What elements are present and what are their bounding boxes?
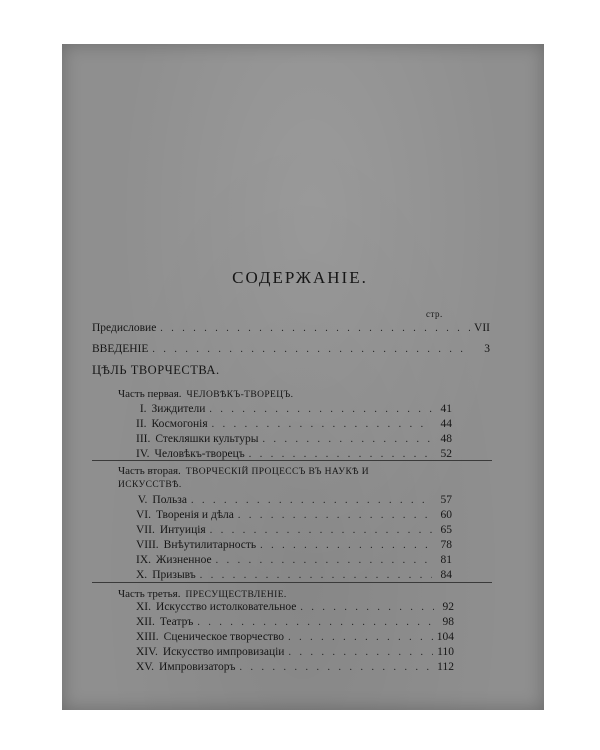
leader-dots	[210, 525, 432, 536]
part-heading	[118, 465, 369, 477]
leader-dots	[300, 602, 434, 613]
toc-entry	[136, 631, 454, 647]
toc-entry-title: Творенiя и дѣла	[156, 509, 234, 521]
part-label: Часть вторая.	[118, 465, 181, 477]
toc-entry-page: 104	[436, 631, 454, 643]
toc-entry	[136, 661, 454, 677]
toc-entry-page: 110	[437, 646, 454, 658]
toc-entry-page: 98	[442, 616, 454, 628]
toc-entry-page: VII	[474, 322, 490, 334]
leader-dots	[288, 632, 433, 643]
chapter-number: VIII.	[136, 539, 159, 551]
chapter-number: I.	[139, 403, 147, 415]
toc-entry-title: Призывъ	[152, 569, 196, 581]
part-heading	[118, 588, 287, 600]
toc-entry-title: Жизненное	[156, 554, 212, 566]
part-label: Часть третья.	[118, 588, 181, 600]
toc-entry	[136, 403, 452, 419]
toc-entry-page: 44	[440, 418, 452, 430]
toc-entry-title: Сценическое творчество	[163, 631, 285, 643]
toc-entry	[136, 616, 454, 632]
leader-dots	[260, 540, 432, 551]
leader-dots	[240, 662, 434, 673]
toc-entry	[136, 494, 452, 510]
chapter-number: V.	[137, 494, 148, 506]
section-title: ЦѢЛЬ ТВОРЧЕСТВА.	[92, 363, 220, 377]
toc-entry-title: Зиждители	[151, 403, 206, 415]
leader-dots	[152, 344, 470, 355]
part-name: ТВОРЧЕСКIЙ ПРОЦЕССЪ ВЪ НАУКѢ И	[185, 467, 369, 477]
toc-entry-page: 92	[442, 601, 454, 613]
toc-entry-page: 112	[437, 661, 454, 673]
chapter-number: II.	[136, 418, 147, 430]
chapter-number: VI.	[136, 509, 152, 521]
chapter-number: XII.	[136, 616, 155, 628]
leader-dots	[288, 647, 433, 658]
toc-entry-title: Космогонiя	[151, 418, 208, 430]
toc-entry	[136, 601, 454, 617]
chapter-number: III.	[136, 433, 151, 445]
leader-dots	[249, 449, 432, 460]
toc-entry	[136, 448, 452, 464]
leader-dots	[262, 434, 432, 445]
leader-dots	[216, 555, 432, 566]
leader-dots	[197, 617, 434, 628]
leader-dots	[238, 510, 432, 521]
chapter-number: IX.	[136, 554, 152, 566]
toc-entry-title: Искусство истолковательное	[156, 601, 297, 613]
page-column-label: стр.	[426, 309, 443, 319]
contents-heading: СОДЕРЖАНIЕ.	[232, 268, 368, 287]
leader-dots	[212, 419, 432, 430]
toc-entry	[136, 524, 452, 540]
toc-entry	[136, 646, 454, 662]
toc-entry-page: 78	[440, 539, 452, 551]
toc-entry	[136, 418, 452, 434]
toc-entry-page: 48	[440, 433, 452, 445]
toc-entry-title: Польза	[152, 494, 187, 506]
toc-entry-title: Импровизаторъ	[159, 661, 236, 673]
part-name: ПРЕСУЩЕСТВЛЕНIЕ.	[185, 590, 287, 600]
chapter-number: XIV.	[136, 646, 158, 658]
chapter-number: XV.	[136, 661, 155, 673]
part-divider	[92, 460, 492, 461]
leader-dots	[160, 323, 470, 334]
toc-entry-title: Искусство импровизацiи	[162, 646, 285, 658]
toc-entry-title: Предисловие	[92, 322, 157, 334]
part-name: ЧЕЛОВѢКЪ-ТВОРЕЦЪ.	[186, 390, 294, 400]
leader-dots	[209, 404, 432, 415]
part-heading	[118, 388, 293, 400]
toc-entry	[136, 509, 452, 525]
toc-entry	[136, 433, 452, 449]
chapter-number: XIII.	[136, 631, 159, 643]
toc-entry-preface	[92, 322, 490, 338]
chapter-number: IV.	[136, 448, 150, 460]
toc-entry-page: 41	[440, 403, 452, 415]
leader-dots	[200, 570, 432, 581]
chapter-number: X.	[136, 569, 148, 581]
toc-entry-title: Человѣкъ-творецъ	[154, 448, 245, 460]
toc-entry-title: ВВЕДЕНIЕ	[92, 343, 149, 355]
toc-entry	[136, 554, 452, 570]
toc-entry-page: 3	[484, 343, 490, 355]
toc-entry-title: Интуицiя	[159, 524, 206, 536]
toc-entry-page: 84	[440, 569, 452, 581]
chapter-number: XI.	[136, 601, 152, 613]
part-label: Часть первая.	[118, 388, 182, 400]
toc-entry-title: Театръ	[159, 616, 194, 628]
leader-dots	[191, 495, 432, 506]
toc-entry	[136, 539, 452, 555]
toc-entry-page: 57	[440, 494, 452, 506]
chapter-number: VII.	[136, 524, 155, 536]
toc-entry-title: Внѣутилитарность	[163, 539, 257, 551]
toc-entry-page: 65	[440, 524, 452, 536]
toc-entry-page: 52	[440, 448, 452, 460]
toc-entry-page: 81	[440, 554, 452, 566]
toc-entry-introduction	[92, 343, 490, 359]
toc-entry-page: 60	[440, 509, 452, 521]
toc-entry-title: Стекляшки культуры	[155, 433, 259, 445]
part-divider	[92, 582, 492, 583]
part-name-continued: ИСКУССТВѢ.	[118, 480, 182, 490]
